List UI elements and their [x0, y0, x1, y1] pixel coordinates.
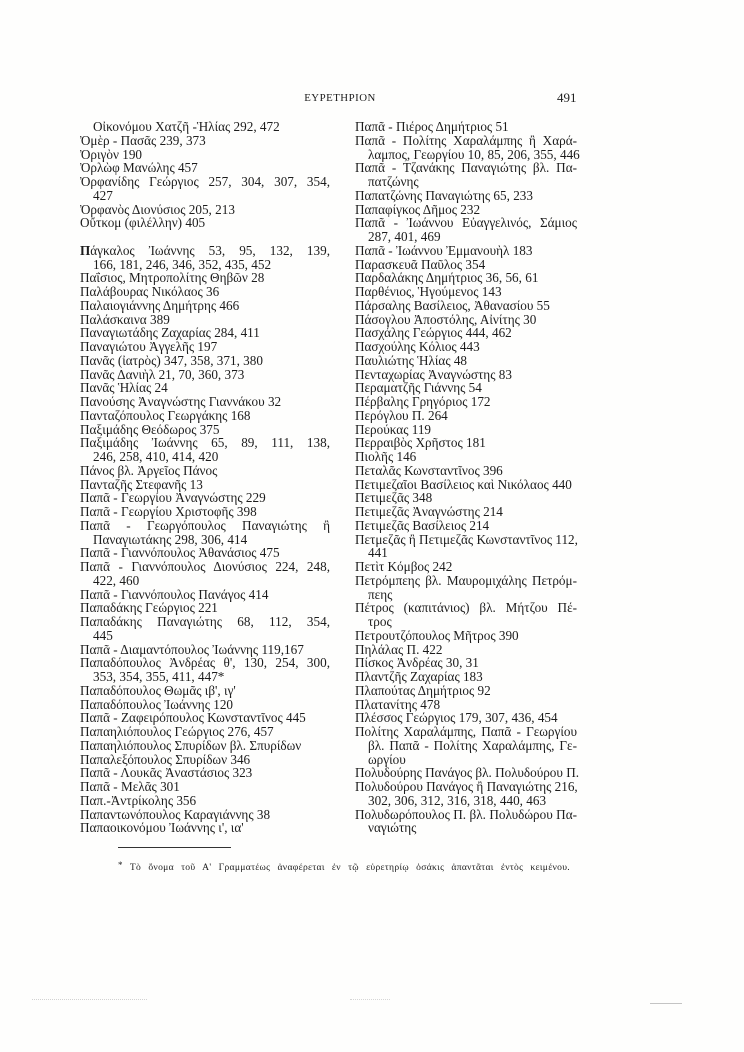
index-entry [80, 299, 330, 313]
index-entry [355, 299, 577, 313]
index-entry [355, 132, 580, 162]
index-entry-line: Ὀρφανίδης Γεώργιος 257, 304, 307, 354, [80, 174, 330, 189]
index-entry-line: Πανταζῆς Στεφανῆς 13 [80, 476, 203, 492]
index-entry-continuation-line: πεης [368, 586, 393, 602]
index-entry-line: Παλάβουρας Νικόλαος 36 [80, 284, 220, 299]
index-entry-line: Παπᾶ - Γεωργόπουλος Παναγιώτης ἢ [80, 517, 330, 533]
index-entry-line: Παλάσκαινα 389 [80, 311, 170, 327]
index-entry [80, 684, 330, 698]
index-entry-line: Ὀριγὸν 190 [80, 146, 143, 162]
index-entry-line: Πενταχωρίας Ἀναγνώστης 83 [355, 366, 512, 382]
index-entry-line: Οἰκονόμου Χατζῆ -Ἡλίας 292, 472 [93, 119, 280, 134]
index-entry-line: Πετρόμπεης βλ. Μαυρομιχάλης Πετρόμ- [355, 572, 577, 588]
index-entry [355, 216, 577, 244]
index-entry [80, 808, 330, 822]
index-entry [80, 175, 330, 203]
scan-noise [650, 1003, 682, 1004]
index-entry-line: Πάσογλου Ἀποστόλης, Αἰνίτης 30 [355, 311, 537, 327]
index-entry [80, 753, 330, 767]
index-entry-line: Πάγκαλος Ἰωάννης 53, 95, 132, 139, [80, 242, 330, 258]
index-entry [80, 134, 330, 148]
index-entry-continuation-line: 166, 181, 246, 346, 352, 435, 452 [93, 256, 272, 272]
index-entry-line: Παπαλεξόπουλος Σπυρίδων 346 [80, 751, 251, 767]
index-entry [355, 601, 577, 629]
index-entry-line: Παυλιώτης Ἡλίας 48 [355, 352, 468, 368]
index-entry [355, 436, 577, 450]
index-entry-line: Πλαπούτας Δημήτριος 92 [355, 682, 491, 698]
index-entry-line: Παπ.-Ἀντρίκολης 356 [80, 792, 197, 808]
index-letter-group [355, 119, 580, 836]
index-entry [355, 395, 577, 409]
index-entry-line: Πετὶτ Κόμβος 242 [355, 559, 453, 574]
index-entry-line: Πολυδούρης Πανάγος βλ. Πολυδούρου Π. [355, 765, 580, 781]
index-entry [355, 120, 577, 134]
index-entry-line: Παλαιογιάννης Δημήτρης 466 [80, 297, 240, 313]
index-entry-line: Παπᾶ - Διαμαντόπουλος Ἰωάννης 119,167 [80, 641, 304, 657]
index-entry-line: Παπᾶ - Ἰωάννου Ἐμμανουὴλ 183 [355, 242, 533, 258]
index-entry-line: Παπᾶ - Τζανάκης Παναγιώτης βλ. Πα- [355, 160, 577, 176]
index-entry-line: Περούκας 119 [355, 421, 432, 437]
index-entry-line: Παπαοικονόμου Ἰωάννης ι', ια' [80, 820, 244, 836]
index-entry-line: Πλαντζῆς Ζαχαρίας 183 [355, 669, 483, 684]
index-entry [80, 148, 330, 162]
index-entry [355, 698, 577, 712]
index-entry [355, 519, 577, 533]
index-entry [355, 313, 577, 327]
index-entry [355, 161, 577, 189]
page-number: 491 [557, 90, 577, 105]
index-entry [80, 285, 330, 299]
index-entry-line: Παπαδόπουλος Ἰωάννης 120 [80, 696, 234, 712]
index-entry [355, 189, 577, 203]
index-entry [80, 436, 330, 464]
index-entry [355, 368, 577, 382]
index-entry [355, 725, 577, 766]
index-entry-line: Πετιμεζᾶς 348 [355, 490, 433, 506]
index-entry-line: Παξιμάδης Ἰωάννης 65, 89, 111, 138, [80, 435, 330, 451]
index-entry [80, 395, 330, 409]
index-entry-line: Ὀμὲρ - Πασᾶς 239, 373 [80, 132, 206, 148]
index-entry-line: Παξιμάδης Θεόδωρος 375 [80, 421, 220, 437]
index-entry-line: Πλατανίτης 478 [355, 696, 441, 712]
index-entry-line: Παπᾶ - Γιαννόπουλος Ἀθανάσιος 475 [80, 545, 280, 561]
index-entry-line: Πετιμεζᾶς Βασίλειος 214 [355, 517, 490, 533]
scan-noise [350, 999, 390, 1000]
index-entry [80, 244, 330, 272]
index-entry-line: Περαματζῆς Γιάννης 54 [355, 380, 482, 396]
index-entry-line: Πανᾶς Δανιὴλ 21, 70, 360, 373 [80, 366, 245, 382]
index-entry-line: Πετρουτζόπουλος Μῆτρος 390 [355, 627, 519, 643]
index-entry-line: Πεταλᾶς Κωνσταντῖνος 396 [355, 462, 503, 478]
index-entry [355, 478, 577, 492]
index-entry [80, 464, 330, 478]
index-entry-line: Πάρσαλης Βασίλειος, Ἀθανασίου 55 [355, 297, 550, 313]
index-entry [355, 574, 577, 602]
index-entry-line: Παΐσιος, Μητροπολίτης Θηβῶν 28 [80, 270, 265, 286]
index-entry-line: Παπᾶ - Ζαφειρόπουλος Κωνσταντῖνος 445 [80, 710, 306, 726]
index-entry [80, 643, 330, 657]
index-entry [80, 546, 330, 560]
index-entry [80, 120, 330, 134]
index-entry [355, 656, 577, 670]
index-entry [355, 464, 577, 478]
index-entry [355, 423, 577, 437]
index-entry-continuation-line: 353, 354, 355, 411, 447* [93, 669, 225, 684]
index-entry [80, 381, 330, 395]
index-entry [80, 615, 330, 643]
index-entry-continuation-line: 246, 258, 410, 414, 420 [93, 449, 219, 464]
index-letter-group [80, 244, 330, 835]
index-entry [80, 161, 330, 175]
index-entry [355, 271, 577, 285]
index-entry-line: Πανούσης Ἀναγνώστης Γιαννάκου 32 [80, 394, 282, 409]
index-entry-line: Παπᾶ - Γιαννόπουλος Διονύσιος 224, 248, [80, 559, 330, 574]
index-entry [355, 340, 577, 354]
index-entry [80, 711, 330, 725]
index-entry [355, 711, 577, 725]
index-entry-line: Ὀρλὼφ Μανώλης 457 [80, 160, 198, 176]
index-entry [80, 588, 330, 602]
index-entry [355, 244, 577, 258]
index-entry-continuation-line: Παναγιωτάκης 298, 306, 414 [93, 531, 248, 547]
footnote-rule [118, 847, 231, 848]
index-entry-line: Πέτρος (καπιτάνιος) βλ. Μήτζου Πέ- [355, 600, 577, 616]
index-column-left [80, 120, 330, 835]
index-entry-line: Πέρβαλης Γρηγόριος 172 [355, 394, 491, 409]
index-entry [80, 739, 330, 753]
index-entry [80, 780, 330, 794]
running-head-title: ΕΥΡΕΤΗΡΙΟΝ [304, 92, 376, 104]
index-entry-line: Παρθένιος, Ἡγούμενος 143 [355, 284, 502, 299]
index-entry-line: Πετμεζᾶς ἢ Πετιμεζᾶς Κωνσταντῖνος 112, [355, 531, 578, 547]
index-entry [80, 409, 330, 423]
index-entry [355, 326, 577, 340]
index-entry [355, 629, 577, 643]
index-entry-line: Πίσκος Ἀνδρέας 30, 31 [355, 655, 479, 671]
index-entry-continuation-line: ωργίου [368, 751, 406, 767]
index-entry [80, 478, 330, 492]
index-entry [80, 368, 330, 382]
index-entry [80, 766, 330, 780]
scan-noise [32, 999, 147, 1000]
index-entry-line: Ὀρφανὸς Διονύσιος 205, 213 [80, 201, 235, 217]
index-entry [80, 519, 330, 547]
index-entry-continuation-line: 287, 401, 469 [368, 229, 441, 244]
index-entry-line: Παπαφίγκος Δῆμος 232 [355, 201, 481, 217]
index-entry-line: Οὔτκομ (φιλέλλην) 405 [80, 215, 206, 231]
index-entry [355, 560, 577, 574]
index-entry [355, 354, 577, 368]
footnote [118, 858, 570, 875]
index-entry-line: Πετιμεζαῖοι Βασίλειος καὶ Νικόλαος 440 [355, 476, 572, 492]
index-entry-line: Πανᾶς (ἰατρὸς) 347, 358, 371, 380 [80, 352, 263, 368]
index-entry-line: Πλέσσος Γεώργιος 179, 307, 436, 454 [355, 710, 558, 726]
index-entry [80, 326, 330, 340]
index-entry-continuation-line: 445 [93, 627, 113, 643]
index-entry-line: Παπαδόπουλος Θωμᾶς ιβ', ιγ' [80, 682, 236, 698]
index-entry-line: Παπατζώνης Παναγιώτης 65, 233 [355, 187, 533, 203]
index-entry-continuation-line: 422, 460 [93, 572, 140, 588]
index-entry [355, 203, 577, 217]
index-entry-line: Παρασκευᾶ Παῦλος 354 [355, 256, 486, 272]
index-entry-line: Παπᾶ - Γεωργίου Ἀναγνώστης 229 [80, 490, 266, 506]
index-entry-continuation-line: τρος [368, 614, 392, 629]
index-entry [355, 491, 577, 505]
index-entry [80, 313, 330, 327]
index-entry-line: Πάνος βλ. Ἀργεῖος Πάνος [80, 462, 218, 478]
index-entry-line: Πασχάλης Γεώργιος 444, 462 [355, 325, 512, 341]
index-entry-line: Παπαδάκης Γεώργιος 221 [80, 600, 218, 616]
index-entry [80, 794, 330, 808]
footnote-text: Τὸ ὄνομα τοῦ Α' Γραμματέως ἀναφέρεται ἐν τῷ εὑρετηρίῳ ὁσάκις ἀπαντᾶται ἐντὸς κειμένου. [129, 862, 570, 873]
index-entry [80, 601, 330, 615]
index-entry-line: Παπαηλιόπουλος Γεώργιος 276, 457 [80, 724, 274, 739]
index-entry [355, 533, 577, 561]
index-entry [80, 821, 330, 835]
index-entry-line: Πανᾶς Ἡλίας 24 [80, 380, 168, 396]
index-entry-continuation-line: 427 [93, 187, 113, 203]
index-entry [80, 505, 330, 519]
index-entry-line: Παπᾶ - Πολίτης Χαραλάμπης ἢ Χαρά- [355, 132, 577, 148]
index-entry-line: Παπαδόπουλος Ἀνδρέας θ', 130, 254, 300, [80, 655, 330, 671]
index-entry-line: Περραιβὸς Χρῆστος 181 [355, 435, 486, 451]
index-entry-line: Παναγιώτου Ἀγγελῆς 197 [80, 339, 218, 354]
index-entry-line: Παπαδάκης Παναγιώτης 68, 112, 354, [80, 614, 330, 629]
index-entry-line: Παπᾶ - Λουκᾶς Ἀναστάσιος 323 [80, 765, 253, 781]
index-entry [355, 670, 577, 684]
index-letter-group [80, 120, 330, 230]
index-entry [80, 216, 330, 230]
index-entry [80, 354, 330, 368]
index-entry [80, 340, 330, 354]
index-entry [80, 656, 330, 684]
index-entry-line: Παρδαλάκης Δημήτριος 36, 56, 61 [355, 270, 539, 286]
index-entry [80, 725, 330, 739]
index-entry-line: Πολυδωρόπουλος Π. βλ. Πολυδώρου Πα- [355, 806, 577, 822]
footnote-marker: * [118, 860, 123, 870]
index-entry-line: Περόγλου Π. 264 [355, 407, 448, 423]
index-entry [80, 491, 330, 505]
index-entry-line: Πιολῆς 146 [355, 449, 417, 464]
index-entry-continuation-line: ναγιώτης [368, 820, 417, 836]
index-entry [355, 808, 577, 836]
index-entry-line: Πετιμεζᾶς Ἀναγνώστης 214 [355, 504, 503, 519]
index-entry-line: Παπᾶ - Ἰωάννου Εὐαγγελινός, Σάμιος [355, 215, 577, 231]
index-entry-line: Πανταζόπουλος Γεωργάκης 168 [80, 407, 251, 423]
index-entry-line: Παπαντωνόπουλος Καραγιάννης 38 [80, 806, 271, 822]
index-entry-line: Πολίτης Χαραλάμπης, Παπᾶ - Γεωργίου [355, 724, 577, 739]
index-entry [80, 698, 330, 712]
index-entry [355, 505, 577, 519]
index-entry-continuation-line: 441 [368, 545, 388, 561]
index-entry-line: Παναγιωτάδης Ζαχαρίας 284, 411 [80, 325, 260, 341]
index-entry-line: Παπᾶ - Γεωργίου Χριστοφῆς 398 [80, 504, 257, 519]
index-entry-line: Παπᾶ - Μελᾶς 301 [80, 779, 180, 794]
index-entry [355, 780, 577, 808]
index-entry [355, 409, 577, 423]
index-entry-line: Πηλάλας Π. 422 [355, 641, 443, 657]
index-entry [355, 258, 577, 272]
index-entry [355, 765, 580, 781]
index-entry [80, 423, 330, 437]
index-entry [355, 450, 577, 464]
index-entry [355, 285, 577, 299]
index-entry [355, 381, 577, 395]
index-entry [80, 271, 330, 285]
index-entry [355, 684, 577, 698]
index-entry-line: Παπᾶ - Γιαννόπουλος Πανάγος 414 [80, 586, 269, 602]
index-entry-line: Παπαηλιόπουλος Σπυρίδων βλ. Σπυρίδων [80, 737, 302, 753]
index-column-right [355, 119, 580, 836]
index-entry [355, 643, 577, 657]
index-entry-continuation-line: βλ. Παπᾶ - Πολίτης Χαραλάμπης, Γε- [368, 737, 577, 753]
index-entry-continuation-line: 302, 306, 312, 316, 318, 440, 463 [368, 792, 547, 808]
index-entry [80, 203, 330, 217]
index-entry-line: Πασχούλης Κόλιος 443 [355, 339, 480, 354]
index-entry-continuation-line: πατζώνης [368, 174, 419, 189]
index-entry-line: Πολυδούρου Πανάγος ἢ Παναγιώτης 216, [355, 779, 578, 794]
index-entry-line: Παπᾶ - Πιέρος Δημήτριος 51 [355, 119, 509, 134]
index-entry-continuation-line: λαμπος, Γεωργίου 10, 85, 206, 355, 446 [368, 146, 580, 162]
index-entry [80, 560, 330, 588]
